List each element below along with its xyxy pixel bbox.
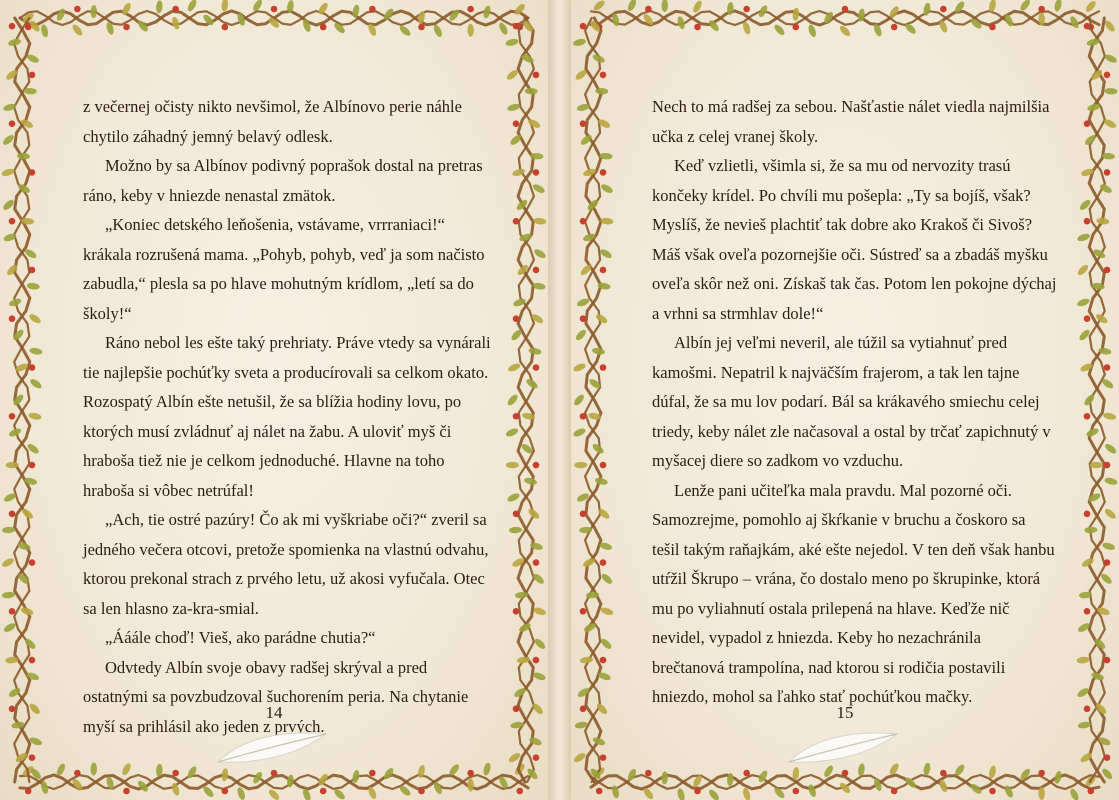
- paragraph: Odvtedy Albín svoje obavy radšej skrýval a pred ostatnými sa povzbudzoval šuchorením peria. Na chytanie myší sa prihlásil ako jeden z prvých.: [83, 657, 469, 736]
- paragraph: Ráno nebol les ešte taký prehriaty. Práve vtedy sa vynárali tie najlepšie pochúťky sveta a producírovali sa celkom okato. Rozospatý Albín ešte netušil, že sa blížia hodiny lovu, po ktorých musí zvládnuť aj nálet na žabu. A uloviť myš či hraboša tiež nie je celkom jednoduché. Hlavne na toho hraboša si vôbec netrúfal!: [83, 333, 491, 500]
- paragraph: Keď vzlietli, všimla si, že sa mu od nervozity trasú končeky krídel. Po chvíli mu pošepla: „Ty sa bojíš, však? Myslíš, že nevieš plachtiť tak dobre ako Krakoš či Sivoš? Máš však oveľa pozornejšie oči. Sústreď sa a zbadáš myšku oveľa skôr než oni. Získaš tak čas. Potom len pokojne dýchaj a vrhni sa strmhlav dole!“: [652, 156, 1057, 323]
- page-number: 15: [836, 703, 854, 722]
- right-page-text: [652, 92, 1057, 712]
- page-number: 14: [265, 703, 283, 722]
- paragraph: z večernej očisty nikto nevšimol, že Albínovo perie náhle chytilo záhadný jemný belavý odlesk.: [83, 97, 462, 146]
- left-page: [0, 0, 548, 800]
- paragraph: „Ach, tie ostré pazúry! Čo ak mi vyškriabe oči?“ zveril sa jedného večera otcovi, pretože spomienka na vlastnú odvahu, ktorou prekonal strach z prvého letu, už akosi vyfučala. Otec sa len hlasno za-kra-smial.: [83, 510, 489, 618]
- paragraph: Možno by sa Albínov podivný poprašok dostal na pretras ráno, keby v hniezde nenastal zmätok.: [83, 156, 483, 205]
- paragraph: Nech to má radšej za sebou. Našťastie nálet viedla najmilšia učka z celej vranej školy.: [652, 97, 1050, 146]
- paragraph: Albín jej veľmi neveril, ale túžil sa vytiahnuť pred kamošmi. Nepatril k najväčším frajerom, a tak len tajne dúfal, že sa mu lov podarí. Bál sa krákavého smiechu celej triedy, keby nálet zle načasoval a ostal by trčať zapichnutý v myšacej diere so zadkom vo vzduchu.: [652, 333, 1051, 470]
- paragraph: „Koniec detského leňošenia, vstávame, vrrraniaci!“ krákala rozrušená mama. „Pohyb, pohyb, veď ja som načisto zabudla,“ plesla sa po hlave mohutným krídlom, „letí sa do školy!“: [83, 215, 485, 323]
- paragraph: Lenže pani učiteľka mala pravdu. Mal pozorné oči. Samozrejme, pomohlo aj škŕkanie v bruchu a čoskoro sa tešil takým raňajkám, aké ešte nejedol. V ten deň však hanbu utŕžil Škrupo – vrána, čo dostalo meno po škrupinke, ktorá mu po vyliahnutí ostala prilepená na hlave. Keďže nič nevidel, vypadol z hniezda. Keby ho nezachránila brečtanová trampolína, nad ktorou si rodičia postavili hniezdo, mohol sa ľahko stať pochúťkou mačky.: [652, 480, 1055, 706]
- book-gutter: [548, 0, 571, 800]
- feather-icon: [212, 722, 332, 774]
- right-page: [571, 0, 1119, 800]
- left-page-text: [83, 92, 493, 741]
- paragraph: „Ááále choď! Vieš, ako parádne chutia?“: [105, 628, 376, 647]
- feather-icon: [783, 722, 903, 774]
